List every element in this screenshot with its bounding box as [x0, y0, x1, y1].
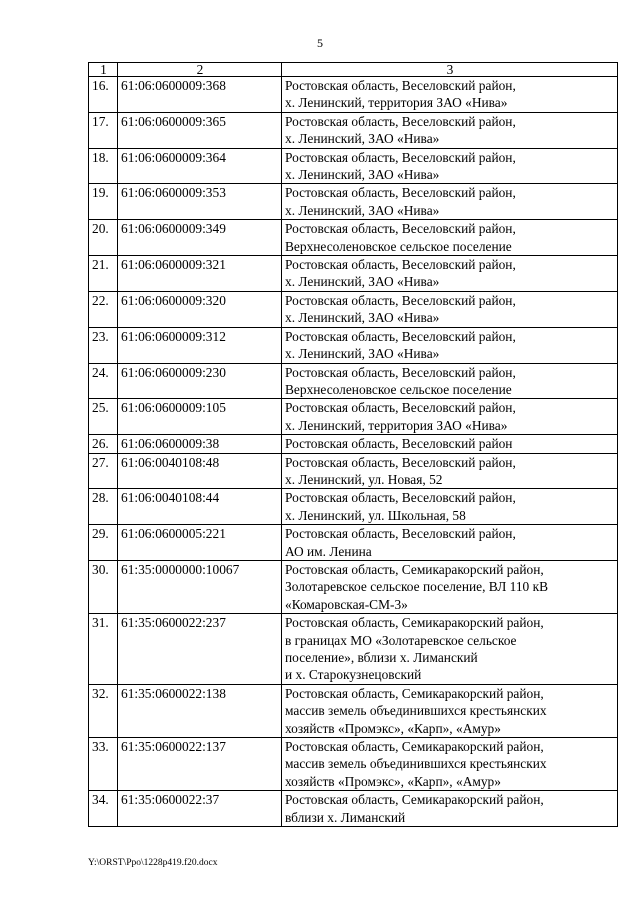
- cadastral-number: 61:06:0600009:230: [118, 363, 282, 399]
- address-line: Ростовская область, Веселовский район,: [285, 526, 516, 542]
- cadastral-number: 61:35:0000000:10067: [118, 560, 282, 613]
- address-line: Ростовская область, Веселовский район,: [285, 78, 516, 93]
- address-line: х. Ленинский, ЗАО «Нива»: [285, 274, 440, 290]
- address-line: в границах МО «Золотаревское сельское: [285, 632, 517, 648]
- cadastral-number: 61:06:0600009:320: [118, 291, 282, 327]
- table-row: [89, 256, 618, 292]
- address-line: Золотаревское сельское поселение, ВЛ 110 кВ: [285, 579, 549, 595]
- location-address: [282, 684, 618, 737]
- address-line: х. Ленинский, ул. Новая, 52: [285, 471, 443, 487]
- address-line: Ростовская область, Веселовский район: [285, 436, 513, 452]
- table-row: [89, 791, 618, 827]
- cadastral-number: 61:06:0600009:365: [118, 112, 282, 148]
- header-col-3: 3: [282, 63, 618, 77]
- address-line: х. Ленинский, территория ЗАО «Нива»: [285, 95, 508, 111]
- cadastral-number: 61:06:0600009:105: [118, 399, 282, 435]
- address-line: АО им. Ленина: [285, 543, 372, 559]
- cadastral-number: 61:35:0600022:37: [118, 791, 282, 827]
- table-header-row: [89, 63, 618, 77]
- address-line: вблизи х. Лиманский: [285, 809, 406, 825]
- address-line: Верхнесоленовское сельское поселение: [285, 381, 512, 397]
- address-line: х. Ленинский, ЗАО «Нива»: [285, 167, 440, 183]
- table-body: [89, 77, 618, 827]
- address-line: массив земель объединившихся крестьянских: [285, 703, 547, 719]
- address-line: х. Ленинский, территория ЗАО «Нива»: [285, 417, 508, 433]
- table-row: [89, 738, 618, 791]
- address-line: Ростовская область, Веселовский район,: [285, 454, 516, 470]
- location-address: [282, 560, 618, 613]
- table-row: [89, 560, 618, 613]
- address-line: х. Ленинский, ЗАО «Нива»: [285, 346, 440, 362]
- location-address: [282, 453, 618, 489]
- location-address: [282, 489, 618, 525]
- location-address: [282, 291, 618, 327]
- row-number: 32.: [89, 684, 118, 737]
- cadastral-number: 61:35:0600022:237: [118, 614, 282, 685]
- row-number: 21.: [89, 256, 118, 292]
- address-line: хозяйств «Промэкс», «Карп», «Амур»: [285, 720, 501, 736]
- address-line: Ростовская область, Семикаракорский район,: [285, 685, 544, 701]
- cadastral-number: 61:06:0040108:44: [118, 489, 282, 525]
- cadastral-number: 61:06:0600009:364: [118, 148, 282, 184]
- address-line: Ростовская область, Веселовский район,: [285, 221, 516, 237]
- location-address: [282, 220, 618, 256]
- cadastral-number: 61:06:0600009:368: [118, 77, 282, 113]
- location-address: [282, 791, 618, 827]
- address-line: Ростовская область, Семикаракорский район,: [285, 792, 544, 808]
- address-line: Ростовская область, Веселовский район,: [285, 185, 516, 201]
- location-address: [282, 112, 618, 148]
- row-number: 34.: [89, 791, 118, 827]
- row-number: 18.: [89, 148, 118, 184]
- address-line: Ростовская область, Семикаракорский район,: [285, 615, 544, 631]
- table-row: [89, 363, 618, 399]
- cadastral-number: 61:06:0600009:353: [118, 184, 282, 220]
- row-number: 30.: [89, 560, 118, 613]
- address-line: х. Ленинский, ЗАО «Нива»: [285, 202, 440, 218]
- cadastral-number: 61:35:0600022:137: [118, 738, 282, 791]
- address-line: Ростовская область, Веселовский район,: [285, 400, 516, 416]
- address-line: х. Ленинский, ул. Школьная, 58: [285, 507, 466, 523]
- address-line: Ростовская область, Семикаракорский район,: [285, 739, 544, 755]
- row-number: 31.: [89, 614, 118, 685]
- location-address: [282, 363, 618, 399]
- row-number: 19.: [89, 184, 118, 220]
- address-line: Ростовская область, Веселовский район,: [285, 257, 516, 273]
- address-line: массив земель объединившихся крестьянских: [285, 756, 547, 772]
- location-address: [282, 525, 618, 561]
- table-row: [89, 435, 618, 453]
- address-line: Ростовская область, Веселовский район,: [285, 292, 516, 308]
- table-row: [89, 684, 618, 737]
- address-line: Ростовская область, Веселовский район,: [285, 149, 516, 165]
- table-row: [89, 291, 618, 327]
- row-number: 27.: [89, 453, 118, 489]
- row-number: 22.: [89, 291, 118, 327]
- row-number: 20.: [89, 220, 118, 256]
- header-col-1: 1: [89, 63, 118, 77]
- cadastral-table: [88, 62, 618, 827]
- row-number: 25.: [89, 399, 118, 435]
- footer-file-path: Y:\ORST\Ppo\1228p419.f20.docx: [88, 858, 218, 868]
- address-line: Ростовская область, Веселовский район,: [285, 113, 516, 129]
- row-number: 17.: [89, 112, 118, 148]
- header-col-2: 2: [118, 63, 282, 77]
- row-number: 28.: [89, 489, 118, 525]
- address-line: Ростовская область, Веселовский район,: [285, 328, 516, 344]
- page-number: 5: [317, 36, 323, 50]
- address-line: «Комаровская-СМ-3»: [285, 596, 408, 612]
- location-address: [282, 435, 618, 453]
- address-line: Верхнесоленовское сельское поселение: [285, 238, 512, 254]
- address-line: х. Ленинский, ЗАО «Нива»: [285, 310, 440, 326]
- address-line: поселение», вблизи х. Лиманский: [285, 650, 478, 665]
- table-row: [89, 489, 618, 525]
- row-number: 29.: [89, 525, 118, 561]
- cadastral-number: 61:06:0600009:312: [118, 327, 282, 363]
- location-address: [282, 738, 618, 791]
- address-line: Ростовская область, Семикаракорский район,: [285, 561, 544, 577]
- cadastral-number: 61:06:0040108:48: [118, 453, 282, 489]
- cadastral-number: 61:06:0600009:321: [118, 256, 282, 292]
- location-address: [282, 77, 618, 113]
- address-line: Ростовская область, Веселовский район,: [285, 490, 516, 506]
- row-number: 24.: [89, 363, 118, 399]
- table-row: [89, 184, 618, 220]
- table-row: [89, 77, 618, 113]
- row-number: 16.: [89, 77, 118, 113]
- cadastral-number: 61:06:0600009:349: [118, 220, 282, 256]
- table-row: [89, 614, 618, 685]
- row-number: 23.: [89, 327, 118, 363]
- address-line: Ростовская область, Веселовский район,: [285, 364, 516, 380]
- table-row: [89, 327, 618, 363]
- table-row: [89, 399, 618, 435]
- row-number: 26.: [89, 435, 118, 453]
- cadastral-number: 61:06:0600005:221: [118, 525, 282, 561]
- table-row: [89, 148, 618, 184]
- address-line: и х. Старокузнецовский: [285, 667, 422, 683]
- location-address: [282, 256, 618, 292]
- location-address: [282, 184, 618, 220]
- table-row: [89, 220, 618, 256]
- address-line: хозяйств «Промэкс», «Карп», «Амур»: [285, 773, 501, 789]
- table-row: [89, 112, 618, 148]
- row-number: 33.: [89, 738, 118, 791]
- location-address: [282, 148, 618, 184]
- cadastral-number: 61:06:0600009:38: [118, 435, 282, 453]
- address-line: х. Ленинский, ЗАО «Нива»: [285, 131, 440, 147]
- location-address: [282, 614, 618, 685]
- location-address: [282, 399, 618, 435]
- location-address: [282, 327, 618, 363]
- table-row: [89, 453, 618, 489]
- cadastral-number: 61:35:0600022:138: [118, 684, 282, 737]
- table-row: [89, 525, 618, 561]
